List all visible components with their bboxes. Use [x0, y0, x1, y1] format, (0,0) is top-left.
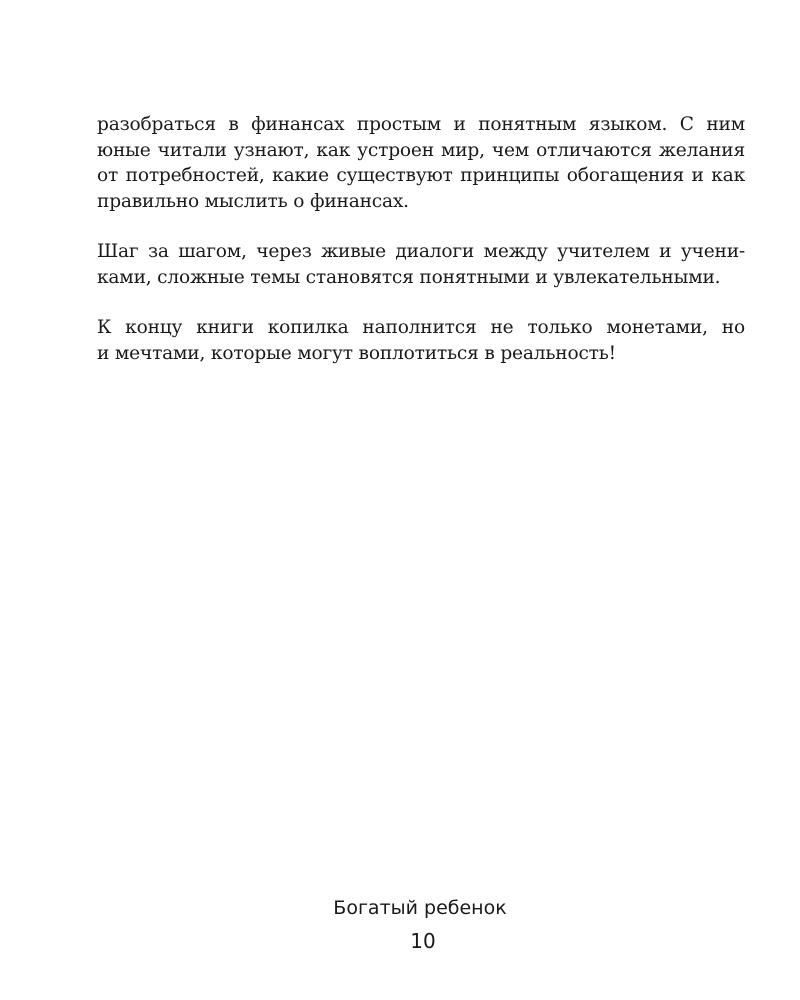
text-line: правильно мыслить о финансах. — [97, 190, 409, 212]
running-footer-title: Богатый ребенок — [333, 897, 507, 919]
body-text — [97, 112, 745, 391]
paragraph-3 — [97, 315, 745, 366]
text-line: разобраться в финансах простым и понятным языком. С ним — [97, 114, 745, 135]
text-line: К концу книги копилка наполнится не только монетами, но — [97, 317, 745, 338]
page-number: 10 — [410, 929, 436, 953]
text-line: ками, сложные темы становятся понятными и увлекательными. — [97, 266, 721, 288]
text-line: Шаг за шагом, через живые диалоги между учителем и учени- — [97, 241, 745, 262]
paragraph-1 — [97, 112, 745, 214]
text-line: и мечтами, которые могут воплотиться в реальность! — [97, 342, 616, 364]
paragraph-2 — [97, 239, 745, 290]
text-line: от потребностей, какие существуют принципы обогащения и как — [97, 165, 745, 186]
text-line: юные читали узнают, как устроен мир, чем отличаются желания — [97, 139, 745, 161]
